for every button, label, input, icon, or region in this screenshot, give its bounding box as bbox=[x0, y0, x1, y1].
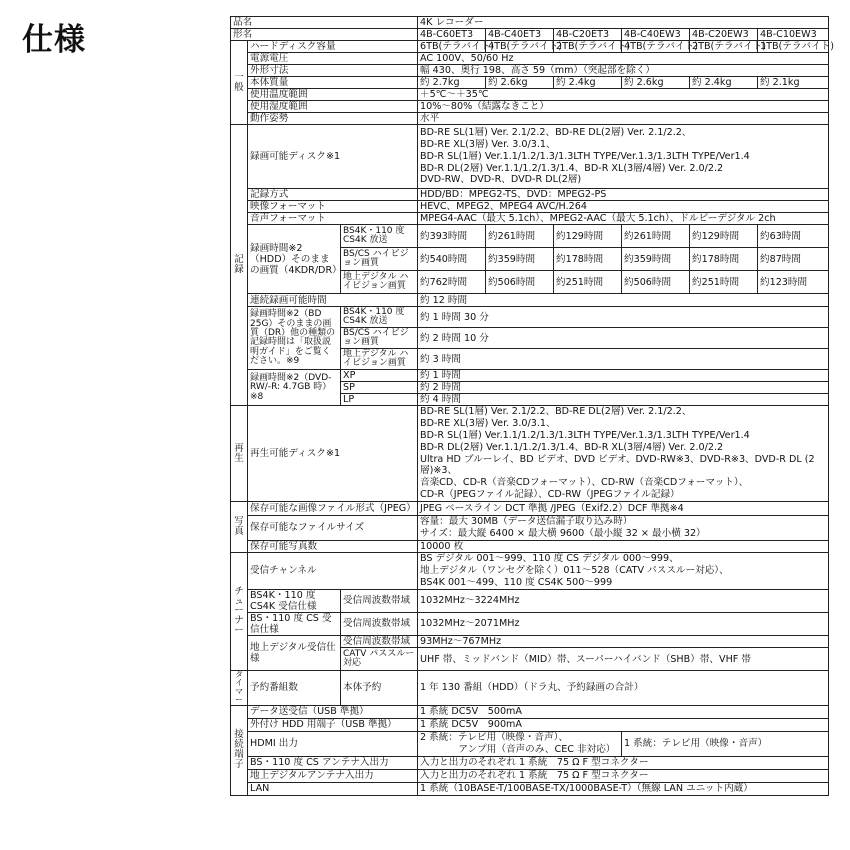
value-terrestrial: 93MHz～767MHz bbox=[418, 636, 829, 648]
value-catv: UHF 帯、ミッドバンド（MID）帯、スーパーハイバンド（SHB）帯、VHF 帯 bbox=[418, 648, 829, 671]
value-power: AC 100V、50/60 Hz bbox=[418, 53, 829, 65]
label-product-name: 品名 bbox=[231, 17, 418, 29]
value-temp: ＋5℃～＋35℃ bbox=[418, 89, 829, 101]
group-connection: 接続端子 bbox=[231, 705, 248, 795]
value-video-format: HEVC、MPEG2、MPEG4 AVC/H.264 bbox=[418, 201, 829, 213]
time-cell: 約129時間 bbox=[690, 225, 758, 248]
spec-table bbox=[230, 16, 835, 796]
row-dvd-time bbox=[231, 370, 829, 382]
mass-cell: 約 2.1kg bbox=[758, 77, 829, 89]
hdd-cell: 6TB(テラバイト) bbox=[418, 41, 486, 53]
label-timer: 予約番組数 bbox=[248, 671, 341, 706]
row-ter-antenna bbox=[231, 769, 829, 782]
group-playback: 再生 bbox=[231, 406, 248, 501]
label-usb-hdd: 外付け HDD 用端子（USB 準拠） bbox=[248, 718, 418, 731]
row-photo-count bbox=[231, 540, 829, 552]
hdd-cell: 2TB(テラバイト) bbox=[554, 41, 622, 53]
label-hdmi: HDMI 出力 bbox=[248, 731, 418, 756]
time-cell: 約762時間 bbox=[418, 271, 486, 294]
row-method bbox=[231, 189, 829, 201]
sub-label: 地上デジタル ハイビジョン画質 bbox=[341, 271, 418, 294]
value-bs4k: 1032MHz～3224MHz bbox=[418, 589, 829, 612]
value-record-discs: BD-RE SL(1層) Ver. 2.1/2.2、BD-RE DL(2層) Ver. 2.1/2.2、 BD-RE XL(3層) Ver. 3.0/3.1、 BD-R SL(1層) Ver.1.1/1.2/1.3/1.3LTH TYPE/Ver.1.3/1.3LTH TYPE/Ver1.4 BD-R DL(2層) Ver.1.1/1.2/1.3/1.4、BD-R XL(3層/4層) Ver. 2.0/2.2 DVD-RW、DVD-R、DVD-R DL(2層) bbox=[418, 125, 829, 189]
model-cell: 4B-C40ET3 bbox=[486, 29, 554, 41]
hdd-cell: 4TB(テラバイト) bbox=[622, 41, 690, 53]
row-model bbox=[231, 29, 829, 41]
row-video-format bbox=[231, 201, 829, 213]
row-dimensions bbox=[231, 65, 829, 77]
time-cell: 約178時間 bbox=[554, 248, 622, 271]
value-usb-data: 1 系統 DC5V 500mA bbox=[418, 705, 829, 718]
label-channels: 受信チャンネル bbox=[248, 552, 418, 589]
sub-label: 受信周波数帯域 bbox=[341, 636, 418, 648]
model-cell: 4B-C10EW3 bbox=[758, 29, 829, 41]
label-photo-count: 保存可能写真数 bbox=[248, 540, 418, 552]
label-lan: LAN bbox=[248, 782, 418, 795]
group-photo: 写真 bbox=[231, 501, 248, 552]
time-cell: 約506時間 bbox=[486, 271, 554, 294]
value-bs-antenna: 入力と出力のそれぞれ 1 系統 75 Ω F 型コネクター bbox=[418, 756, 829, 769]
value-channels: BS デジタル 001～999、110 度 CS デジタル 000～999、 地上デジタル（ワンセグを除く）011～528（CATV パススルー対応）、 BS4K 001～499、110 度 CS4K 500～999 bbox=[418, 552, 829, 589]
time-cell: 約261時間 bbox=[486, 225, 554, 248]
time-cell: 約123時間 bbox=[758, 271, 829, 294]
sub-label: LP bbox=[341, 394, 418, 406]
row-usb-hdd bbox=[231, 718, 829, 731]
hdd-cell: 4TB(テラバイト) bbox=[486, 41, 554, 53]
label-method: 記録方式 bbox=[248, 189, 418, 201]
sub-label: CATV パススルー対応 bbox=[341, 648, 418, 671]
mass-cell: 約 2.4kg bbox=[690, 77, 758, 89]
value-usb-hdd: 1 系統 DC5V 900mA bbox=[418, 718, 829, 731]
model-cell: 4B-C40EW3 bbox=[622, 29, 690, 41]
label-temp: 使用温度範囲 bbox=[248, 89, 418, 101]
sub-label: 受信周波数帯域 bbox=[341, 612, 418, 635]
row-product-name bbox=[231, 17, 829, 29]
value-bd-time: 約 1 時間 30 分 bbox=[418, 307, 829, 328]
time-cell: 約506時間 bbox=[622, 271, 690, 294]
label-bs: BS・110 度 CS 受信仕様 bbox=[248, 612, 341, 635]
value-continuous: 約 12 時間 bbox=[418, 294, 829, 307]
value-playback-discs: BD-RE SL(1層) Ver. 2.1/2.2、BD-RE DL(2層) Ver. 2.1/2.2、 BD-RE XL(3層) Ver. 3.0/3.1、 BD-R SL(1層) Ver.1.1/1.2/1.3/1.3LTH TYPE/Ver.1.3/1.3LTH TYPE/Ver1.4 BD-R DL(2層) Ver.1.1/1.2/1.3/1.4、BD-R XL(3層/4層) Ver. 2.0/2.2 Ultra HD ブルーレイ、BD ビデオ、DVD ビデオ、DVD-RW※3、DVD-R※3、DVD-R DL (2層)※3、 音楽CD、CD-R（音楽CDフォーマット）、CD-RW（音楽CDフォーマット）、 CD-R（JPEGファイル記録）、CD-RW（JPEGファイル記録） bbox=[418, 406, 829, 501]
sub-label: XP bbox=[341, 370, 418, 382]
row-bs bbox=[231, 612, 829, 635]
value-bd-time: 約 2 時間 10 分 bbox=[418, 328, 829, 349]
sub-label: BS4K・110 度 CS4K 放送 bbox=[341, 225, 418, 248]
sub-label: BS/CS ハイビジョン画質 bbox=[341, 328, 418, 349]
time-cell: 約251時間 bbox=[554, 271, 622, 294]
page-title: 仕様 bbox=[22, 22, 86, 58]
label-bs4k: BS4K・110 度 CS4K 受信仕様 bbox=[248, 589, 341, 612]
label-mass: 本体質量 bbox=[248, 77, 418, 89]
mass-cell: 約 2.7kg bbox=[418, 77, 486, 89]
row-power bbox=[231, 53, 829, 65]
group-tuner: チューナー bbox=[231, 552, 248, 670]
label-hdd: ハードディスク容量 bbox=[248, 41, 418, 53]
hdd-cell: 1TB(テラバイト) bbox=[758, 41, 829, 53]
row-record-discs bbox=[231, 125, 829, 189]
row-usb-data bbox=[231, 705, 829, 718]
value-humidity: 10%～80%（結露なきこと） bbox=[418, 101, 829, 113]
row-photo-size bbox=[231, 515, 829, 540]
row-mass bbox=[231, 77, 829, 89]
label-terrestrial: 地上デジタル受信仕様 bbox=[248, 636, 341, 671]
sub-label: 地上デジタル ハイビジョン画質 bbox=[341, 349, 418, 370]
group-general: 一般 bbox=[231, 41, 248, 125]
label-playback-discs: 再生可能ディスク※1 bbox=[248, 406, 418, 501]
value-photo-size: 容量：最大 30MB（データ送信漏子取り込み時） サイズ：最大縦 6400 × 最大横 9600（最小縦 32 × 最小横 32） bbox=[418, 515, 829, 540]
row-channels bbox=[231, 552, 829, 589]
time-cell: 約359時間 bbox=[622, 248, 690, 271]
group-record: 記録 bbox=[231, 125, 248, 406]
row-continuous bbox=[231, 294, 829, 307]
time-cell: 約63時間 bbox=[758, 225, 829, 248]
sub-label: BS4K・110 度 CS4K 放送 bbox=[341, 307, 418, 328]
sub-label: 受信周波数帯域 bbox=[341, 589, 418, 612]
mass-cell: 約 2.6kg bbox=[486, 77, 554, 89]
label-photo-size: 保存可能なファイルサイズ bbox=[248, 515, 418, 540]
label-model: 形名 bbox=[231, 29, 418, 41]
label-dimensions: 外形寸法 bbox=[248, 65, 418, 77]
row-hdmi bbox=[231, 731, 829, 756]
value-posture: 水平 bbox=[418, 113, 829, 125]
model-cell: 4B-C20EW3 bbox=[690, 29, 758, 41]
row-lan bbox=[231, 782, 829, 795]
time-cell: 約359時間 bbox=[486, 248, 554, 271]
row-bs4k bbox=[231, 589, 829, 612]
model-cell: 4B-C60ET3 bbox=[418, 29, 486, 41]
label-photo-format: 保存可能な画像ファイル形式（JPEG） bbox=[248, 501, 418, 515]
label-bd-time: 録画時間※2（BD 25G）そのままの画質（DR）他の種類の記録時間は「取扱説明ガイド」をご覧ください。※9 bbox=[248, 307, 341, 370]
label-usb-data: データ送受信（USB 準拠） bbox=[248, 705, 418, 718]
row-audio-format bbox=[231, 213, 829, 225]
value-timer: 1 年 130 番組（HDD）（ドラ丸、予約録画の合計） bbox=[418, 671, 829, 706]
value-lan: 1 系統（10BASE-T/100BASE-TX/1000BASE-T）（無線 LAN ユニット内蔵） bbox=[418, 782, 829, 795]
row-bd-time bbox=[231, 307, 829, 328]
row-hdd-time bbox=[231, 225, 829, 248]
value-photo-format: JPEG ベースライン DCT 準拠 /JPEG（Exif2.2）DCF 準拠※4 bbox=[418, 501, 829, 515]
label-power: 電源電圧 bbox=[248, 53, 418, 65]
value-audio-format: MPEG4-AAC（最大 5.1ch）、MPEG2-AAC（最大 5.1ch）、ドルビーデジタル 2ch bbox=[418, 213, 829, 225]
row-timer bbox=[231, 671, 829, 706]
value-dvd-time: 約 1 時間 bbox=[418, 370, 829, 382]
value-product-name: 4K レコーダー bbox=[418, 17, 829, 29]
row-photo-format bbox=[231, 501, 829, 515]
label-record-discs: 録画可能ディスク※1 bbox=[248, 125, 418, 189]
label-ter-antenna: 地上デジタルアンテナ入出力 bbox=[248, 769, 418, 782]
time-cell: 約178時間 bbox=[690, 248, 758, 271]
value-hdmi-a: 2 系統：テレビ用（映像・音声）、 アンプ用（音声のみ、CEC 非対応） bbox=[418, 731, 622, 756]
time-cell: 約540時間 bbox=[418, 248, 486, 271]
value-hdmi-b: 1 系統：テレビ用（映像・音声） bbox=[622, 731, 829, 756]
value-dvd-time: 約 4 時間 bbox=[418, 394, 829, 406]
row-bs-antenna bbox=[231, 756, 829, 769]
label-posture: 動作姿勢 bbox=[248, 113, 418, 125]
mass-cell: 約 2.4kg bbox=[554, 77, 622, 89]
row-posture bbox=[231, 113, 829, 125]
label-audio-format: 音声フォーマット bbox=[248, 213, 418, 225]
value-dimensions: 幅 430、奥行 198、高さ 59（mm）（突起部を除く） bbox=[418, 65, 829, 77]
row-terrestrial bbox=[231, 636, 829, 648]
label-hdd-time: 録画時間※2（HDD）そのままの画質（4KDR/DR） bbox=[248, 225, 341, 294]
label-continuous: 連続録画可能時間 bbox=[248, 294, 418, 307]
time-cell: 約87時間 bbox=[758, 248, 829, 271]
value-dvd-time: 約 2 時間 bbox=[418, 382, 829, 394]
sub-label: 本体予約 bbox=[341, 671, 418, 706]
mass-cell: 約 2.6kg bbox=[622, 77, 690, 89]
value-bd-time: 約 3 時間 bbox=[418, 349, 829, 370]
time-cell: 約261時間 bbox=[622, 225, 690, 248]
time-cell: 約129時間 bbox=[554, 225, 622, 248]
row-playback-discs bbox=[231, 406, 829, 501]
value-photo-count: 10000 枚 bbox=[418, 540, 829, 552]
label-bs-antenna: BS・110 度 CS アンテナ入出力 bbox=[248, 756, 418, 769]
value-ter-antenna: 入力と出力のそれぞれ 1 系統 75 Ω F 型コネクター bbox=[418, 769, 829, 782]
value-bs: 1032MHz～2071MHz bbox=[418, 612, 829, 635]
group-timer: タイマー bbox=[231, 671, 248, 706]
label-humidity: 使用湿度範囲 bbox=[248, 101, 418, 113]
label-video-format: 映像フォーマット bbox=[248, 201, 418, 213]
value-method: HDD/BD：MPEG2-TS、DVD：MPEG2-PS bbox=[418, 189, 829, 201]
row-humidity bbox=[231, 101, 829, 113]
time-cell: 約393時間 bbox=[418, 225, 486, 248]
hdd-cell: 2TB(テラバイト) bbox=[690, 41, 758, 53]
label-dvd-time: 録画時間※2（DVD-RW/-R: 4.7GB 時）※8 bbox=[248, 370, 341, 406]
time-cell: 約251時間 bbox=[690, 271, 758, 294]
row-hdd bbox=[231, 41, 829, 53]
sub-label: SP bbox=[341, 382, 418, 394]
model-cell: 4B-C20ET3 bbox=[554, 29, 622, 41]
sub-label: BS/CS ハイビジョン画質 bbox=[341, 248, 418, 271]
row-temp bbox=[231, 89, 829, 101]
